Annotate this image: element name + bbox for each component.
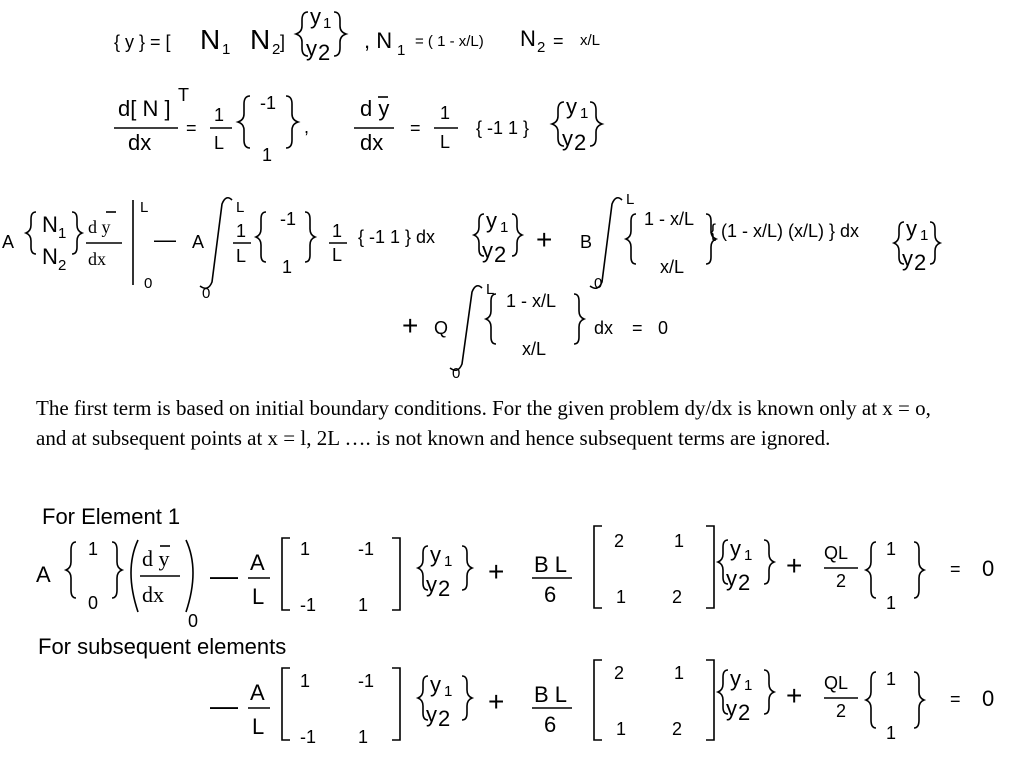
eq3-y1b-sub: 1 <box>920 227 929 244</box>
eq3-lower: 0 <box>144 275 153 292</box>
eq3-y1: y <box>486 208 497 233</box>
element1-y1: y <box>430 542 441 567</box>
element1-y1-sub: 1 <box>444 553 453 570</box>
eq3-n1: N <box>42 212 58 237</box>
brace-right <box>764 540 774 584</box>
subsequent-y2-sub: 2 <box>438 706 451 731</box>
brace-left <box>486 294 496 344</box>
eq2-num: d[ N ] <box>118 96 171 121</box>
eq1-n2-label-sub: 2 <box>537 39 546 56</box>
subsequent-a-frac-num: A <box>250 680 265 705</box>
eq1-n2-label: N <box>520 26 536 51</box>
brace-right <box>462 546 472 590</box>
element1-a: A <box>36 562 51 587</box>
element1-y2: y <box>426 572 437 597</box>
subsequent-y2b-sub: 2 <box>738 700 751 725</box>
eq2-frac-den-b: L <box>440 132 451 152</box>
eq2-y2: y <box>562 126 573 151</box>
eq2-y2-sub: 2 <box>574 130 587 155</box>
eq2-frac-num-b: 1 <box>440 103 451 123</box>
eq3-y2: y <box>482 238 493 263</box>
element1-dy-num: d y <box>142 546 170 571</box>
subsequent-y1: y <box>430 672 441 697</box>
eq3-y2b-sub: 2 <box>914 250 927 275</box>
eq2-frac-num: 1 <box>214 105 225 125</box>
element1-zero: 0 <box>982 556 995 581</box>
eq1-n2-sub: 2 <box>272 41 281 58</box>
brace-right <box>590 102 602 146</box>
subsequent-eq: = <box>950 689 961 709</box>
eq1-n1-sub: 1 <box>222 41 231 58</box>
subsequent-y1b-sub: 1 <box>744 677 753 694</box>
eq1-y2: y <box>306 36 317 61</box>
eq3-y2b: y <box>902 246 913 271</box>
element1-minus: — <box>210 560 238 591</box>
eq3-row: { -1 1 } dx <box>358 227 436 247</box>
eq1-y1: y <box>310 4 321 29</box>
explanation-paragraph: The first term is based on initial boundary conditions. For the given problem dy/dx is known only at x = o, and at subsequent points at x = l, 2L …. is not known and hence subsequent terms are ignored. <box>36 396 931 450</box>
eq3-vec2-top: 1 - x/L <box>644 209 695 229</box>
eq1-n2-definition: x/L <box>580 32 601 49</box>
eq1-n1: N <box>200 24 221 55</box>
eq1-y2-sub: 2 <box>318 40 331 65</box>
eq2-y1-sub: 1 <box>580 105 589 122</box>
eq3-int-lower: 0 <box>202 285 211 302</box>
subsequent-a-frac-den: L <box>252 714 265 739</box>
eq2-comma: , <box>304 117 310 137</box>
eq3-vec-top: -1 <box>280 209 297 229</box>
eq2-frac-den: L <box>214 133 225 153</box>
element1-bl-den: 6 <box>544 582 557 607</box>
eq3-upper: L <box>140 199 149 216</box>
eq1-n2: N <box>250 24 271 55</box>
element1-y1b: y <box>730 536 741 561</box>
element1-dy-den: dx <box>142 582 164 607</box>
brace-left <box>66 542 76 598</box>
paren-right <box>186 540 193 612</box>
eq3-row2: { (1 - x/L) (x/L) } dx <box>710 221 860 241</box>
brace-right <box>305 212 315 262</box>
subsequent-bl-num: B L <box>534 682 568 707</box>
eq3-a2: A <box>192 232 205 252</box>
eq3-n2-sub: 2 <box>58 257 67 274</box>
subsequent-m22: 1 <box>358 727 369 747</box>
eq3-y1-sub: 1 <box>500 219 509 236</box>
bracket-left <box>282 538 290 610</box>
subsequent-heading: For subsequent elements <box>38 634 287 659</box>
element1-y1b-sub: 1 <box>744 547 753 564</box>
brace-right <box>914 542 924 598</box>
eq4-vec-top: 1 - x/L <box>506 291 557 311</box>
element1-bl-num: B L <box>534 552 568 577</box>
eq3-int2-lower: 0 <box>594 275 603 292</box>
brace-left <box>256 212 266 262</box>
element1-k12: 1 <box>674 531 685 551</box>
eq2-dy-num: d y <box>360 96 390 121</box>
subsequent-plus: + <box>488 686 505 717</box>
brace-left <box>26 212 36 254</box>
bracket-left <box>594 526 602 608</box>
subsequent-f-top: 1 <box>886 669 897 689</box>
element1-plus: + <box>488 556 505 587</box>
brace-left <box>866 542 876 598</box>
element1-k21: 1 <box>616 587 627 607</box>
eq3-frac2-den: L <box>332 245 343 265</box>
bracket-left <box>282 668 290 740</box>
element1-ql-num: QL <box>824 543 849 563</box>
subsequent-bl-den: 6 <box>544 712 557 737</box>
element1-m22: 1 <box>358 595 369 615</box>
eq2-eq-b: = <box>410 118 421 138</box>
element1-a-frac-den: L <box>252 584 265 609</box>
brace-left <box>626 214 636 264</box>
eq4-q: Q <box>434 318 449 338</box>
eq1-comma-n1: , N <box>364 28 393 53</box>
eq3-frac-num: 1 <box>236 221 247 241</box>
brace-right <box>574 294 584 344</box>
brace-right <box>112 542 122 598</box>
eq1-comma-n1-sub: 1 <box>397 42 406 59</box>
bracket-left <box>594 660 602 740</box>
element1-f-bottom: 1 <box>886 593 897 613</box>
eq4-int-upper: L <box>486 281 495 298</box>
eq3-int2-upper: L <box>626 191 635 208</box>
eq2-sup-t: T <box>178 85 189 105</box>
eq1-close: ] <box>280 32 286 52</box>
eq3-n1-sub: 1 <box>58 225 67 242</box>
bracket-right <box>392 668 400 740</box>
eq1-n2-eq: = <box>553 31 564 51</box>
integral-sign <box>200 198 232 289</box>
subsequent-k11: 2 <box>614 663 625 683</box>
subsequent-k22: 2 <box>672 719 683 739</box>
element1-y2b: y <box>726 566 737 591</box>
brace-right <box>72 212 82 254</box>
element1-eq: = <box>950 559 961 579</box>
eq3-y1b: y <box>906 216 917 241</box>
element1-k22: 2 <box>672 587 683 607</box>
subsequent-minus: — <box>210 690 238 721</box>
eq2-vec-top: -1 <box>260 93 277 113</box>
bracket-right <box>706 526 714 608</box>
bracket-right <box>706 660 714 740</box>
brace-right <box>286 96 298 148</box>
subsequent-m11: 1 <box>300 671 311 691</box>
eq3-n2: N <box>42 244 58 269</box>
element1-sub0: 0 <box>188 611 199 631</box>
eq2-dy-den: dx <box>360 130 384 155</box>
element1-a-frac-num: A <box>250 550 265 575</box>
eq2-vec-bottom: 1 <box>262 145 273 165</box>
eq4-zero: 0 <box>658 318 669 338</box>
element1-m11: 1 <box>300 539 311 559</box>
element1-k11: 2 <box>614 531 625 551</box>
brace-left <box>866 672 876 728</box>
eq3-minus: — <box>154 227 176 252</box>
brace-left <box>238 96 250 148</box>
element1-m21: -1 <box>300 595 317 615</box>
element1-vec-bottom: 0 <box>88 593 99 613</box>
eq1-lhs: { y } = [ <box>114 32 171 52</box>
eq2-y1: y <box>566 94 577 119</box>
eq2-eq: = <box>186 118 197 138</box>
eq4-plus: + <box>402 310 419 341</box>
integral-sign <box>450 286 482 371</box>
eq3-dy-den: dx <box>88 249 106 269</box>
brace-right <box>334 12 346 56</box>
eq3-frac2-num: 1 <box>332 221 343 241</box>
eq4-int-lower: 0 <box>452 365 461 382</box>
subsequent-k21: 1 <box>616 719 627 739</box>
brace-right <box>462 676 472 720</box>
eq3-vec2-bottom: x/L <box>660 257 685 277</box>
subsequent-ql-num: QL <box>824 673 849 693</box>
eq3-dy-num: d y <box>88 217 111 237</box>
eq3-a: A <box>2 232 15 252</box>
subsequent-ql-den: 2 <box>836 701 847 721</box>
subsequent-plus2: + <box>786 680 803 711</box>
eq1-n1-definition: = ( 1 - x/L) <box>415 33 484 50</box>
eq2-row: { -1 1 } <box>476 118 530 138</box>
element1-plus2: + <box>786 550 803 581</box>
eq4-eq: = <box>632 318 643 338</box>
eq4-vec-bottom: x/L <box>522 339 547 359</box>
eq3-frac-den: L <box>236 246 247 266</box>
subsequent-y2b: y <box>726 696 737 721</box>
element1-m12: -1 <box>358 539 375 559</box>
eq3-b: B <box>580 232 593 252</box>
subsequent-f-bottom: 1 <box>886 723 897 743</box>
brace-right <box>914 672 924 728</box>
element1-vec-top: 1 <box>88 539 99 559</box>
subsequent-zero: 0 <box>982 686 995 711</box>
eq2-den: dx <box>128 130 152 155</box>
subsequent-m21: -1 <box>300 727 317 747</box>
element1-ql-den: 2 <box>836 571 847 591</box>
element1-y2b-sub: 2 <box>738 570 751 595</box>
eq1-y1-sub: 1 <box>323 15 332 32</box>
paren-left <box>131 540 138 612</box>
eq3-int-upper: L <box>236 199 245 216</box>
subsequent-y2: y <box>426 702 437 727</box>
eq3-vec-bottom: 1 <box>282 257 293 277</box>
element1-f-top: 1 <box>886 539 897 559</box>
bracket-right <box>392 538 400 610</box>
brace-right <box>930 222 940 264</box>
brace-right <box>764 670 774 714</box>
eq3-plus: + <box>536 224 553 255</box>
element1-y2-sub: 2 <box>438 576 451 601</box>
subsequent-y1-sub: 1 <box>444 683 453 700</box>
subsequent-m12: -1 <box>358 671 375 691</box>
eq3-y2-sub: 2 <box>494 242 507 267</box>
eq4-dx: dx <box>594 318 614 338</box>
subsequent-y1b: y <box>730 666 741 691</box>
subsequent-k12: 1 <box>674 663 685 683</box>
brace-right <box>512 214 522 256</box>
element1-heading: For Element 1 <box>42 504 181 529</box>
